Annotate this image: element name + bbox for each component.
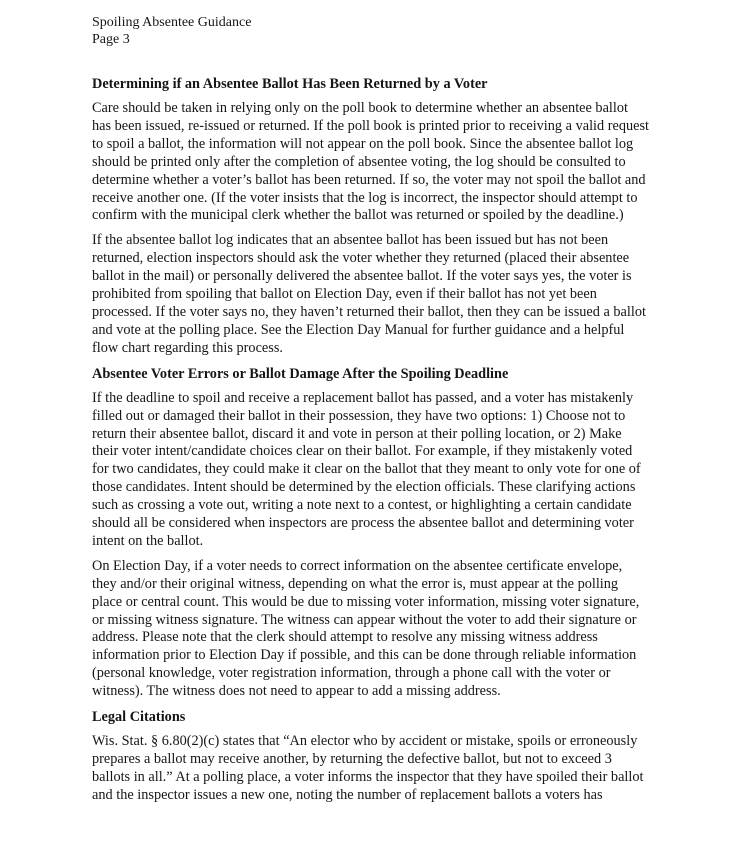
header-page-number: Page 3 (92, 32, 130, 47)
text-line: return their absentee ballot, discard it and vote in person at their polling location, or 2) Make (92, 425, 622, 442)
text-line: prepares a ballot may receive another, by returning the defective ballot, but not to exceed 3 (92, 751, 612, 767)
text-line: and vote at the polling place. See the Election Day Manual for further guidance and a helpful (92, 321, 625, 338)
text-line: or missing witness signature. The witness can appear without the voter to add their signature or (92, 611, 637, 628)
paragraph (92, 390, 660, 551)
text-line: to spoil a ballot, the information will not appear on the poll book. Since the absentee ballot log (92, 135, 634, 152)
text-line: ballots in all.” At a polling place, a voter informs the inspector that they have spoiled their ballot (92, 768, 644, 785)
text-line: filled out or damaged their ballot in their possession, they have two options: 1) Choose not to (92, 407, 626, 424)
text-line: their voter intent/candidate choices clear on their ballot. For example, if they mistakenly voted (92, 443, 633, 460)
text-line: On Election Day, if a voter needs to correct information on the absentee certificate envelope, (92, 557, 623, 574)
header-title: Spoiling Absentee Guidance (92, 15, 252, 30)
text-line: address. Please note that the clerk should attempt to resolve any missing witness address (92, 629, 598, 646)
section-heading: Legal Citations (92, 709, 186, 726)
text-line: ballot in the mail) or personally delivered the absentee ballot. If the voter says yes, the voter is (92, 268, 632, 285)
text-line: prohibited from spoiling that ballot on Election Day, even if their ballot has not yet been (92, 286, 597, 303)
text-line: Wis. Stat. § 6.80(2)(c) states that “An elector who by accident or mistake, spoils or erroneously (92, 733, 638, 750)
text-line: determine whether a voter’s ballot has been returned. If so, the voter may not spoil the ballot and (92, 171, 646, 188)
text-line: information prior to Election Day if possible, and this can be done through reliable information (92, 647, 637, 664)
text-line: has been issued, re-issued or returned. If the poll book is printed prior to receiving a valid request (92, 117, 650, 134)
text-line: If the deadline to spoil and receive a replacement ballot has passed, and a voter has mistakenly (92, 389, 634, 406)
paragraph (92, 558, 660, 701)
text-line: they and/or their original witness, depending on what the error is, must appear at the polling (92, 575, 619, 592)
paragraph (92, 232, 660, 357)
text-line: should be printed only after the completion of absentee voting, the log should be consulted to (92, 153, 626, 170)
running-header (92, 14, 251, 48)
section-heading: Absentee Voter Errors or Ballot Damage After the Spoiling Deadline (92, 365, 509, 382)
text-line: and the inspector issues a new one, noting the number of replacement ballots a voters has (92, 786, 603, 803)
text-line: place or central count. This would be due to missing voter information, missing voter signature, (92, 593, 640, 610)
text-line: (personal knowledge, voter registration information, through a phone call with the voter or (92, 665, 611, 682)
text-line: for two candidates, they could make it clear on the ballot that they meant to only vote for one of (92, 461, 641, 478)
text-line: receive another one. (If the voter insists that the log is incorrect, the inspector should attempt to (92, 189, 638, 206)
paragraph (92, 100, 660, 225)
text-line: witness). The witness does not need to appear to add a missing address. (92, 683, 501, 700)
document-body (92, 75, 660, 812)
text-line: Care should be taken in relying only on the poll book to determine whether an absentee ballot (92, 100, 628, 116)
text-line: returned, election inspectors should ask the voter whether they returned (placed their absentee (92, 250, 630, 267)
text-line: intent on the ballot. (92, 532, 204, 549)
paragraph (92, 733, 660, 805)
text-line: If the absentee ballot log indicates that an absentee ballot has been issued but has not been (92, 232, 609, 249)
text-line: should all be considered when inspectors are process the absentee ballot and determining voter (92, 515, 634, 532)
text-line: those candidates. Intent should be determined by the election officials. These clarifying actions (92, 479, 636, 496)
text-line: flow chart regarding this process. (92, 339, 283, 356)
text-line: such as crossing a vote out, writing a note next to a contest, or highlighting a certain candidate (92, 497, 632, 514)
text-line: processed. If the voter says no, they haven’t returned their ballot, then they can be issued a ballot (92, 303, 646, 320)
section-heading: Determining if an Absentee Ballot Has Been Returned by a Voter (92, 76, 488, 92)
text-line: confirm with the municipal clerk whether the ballot was returned or spoiled by the deadline.) (92, 207, 624, 224)
